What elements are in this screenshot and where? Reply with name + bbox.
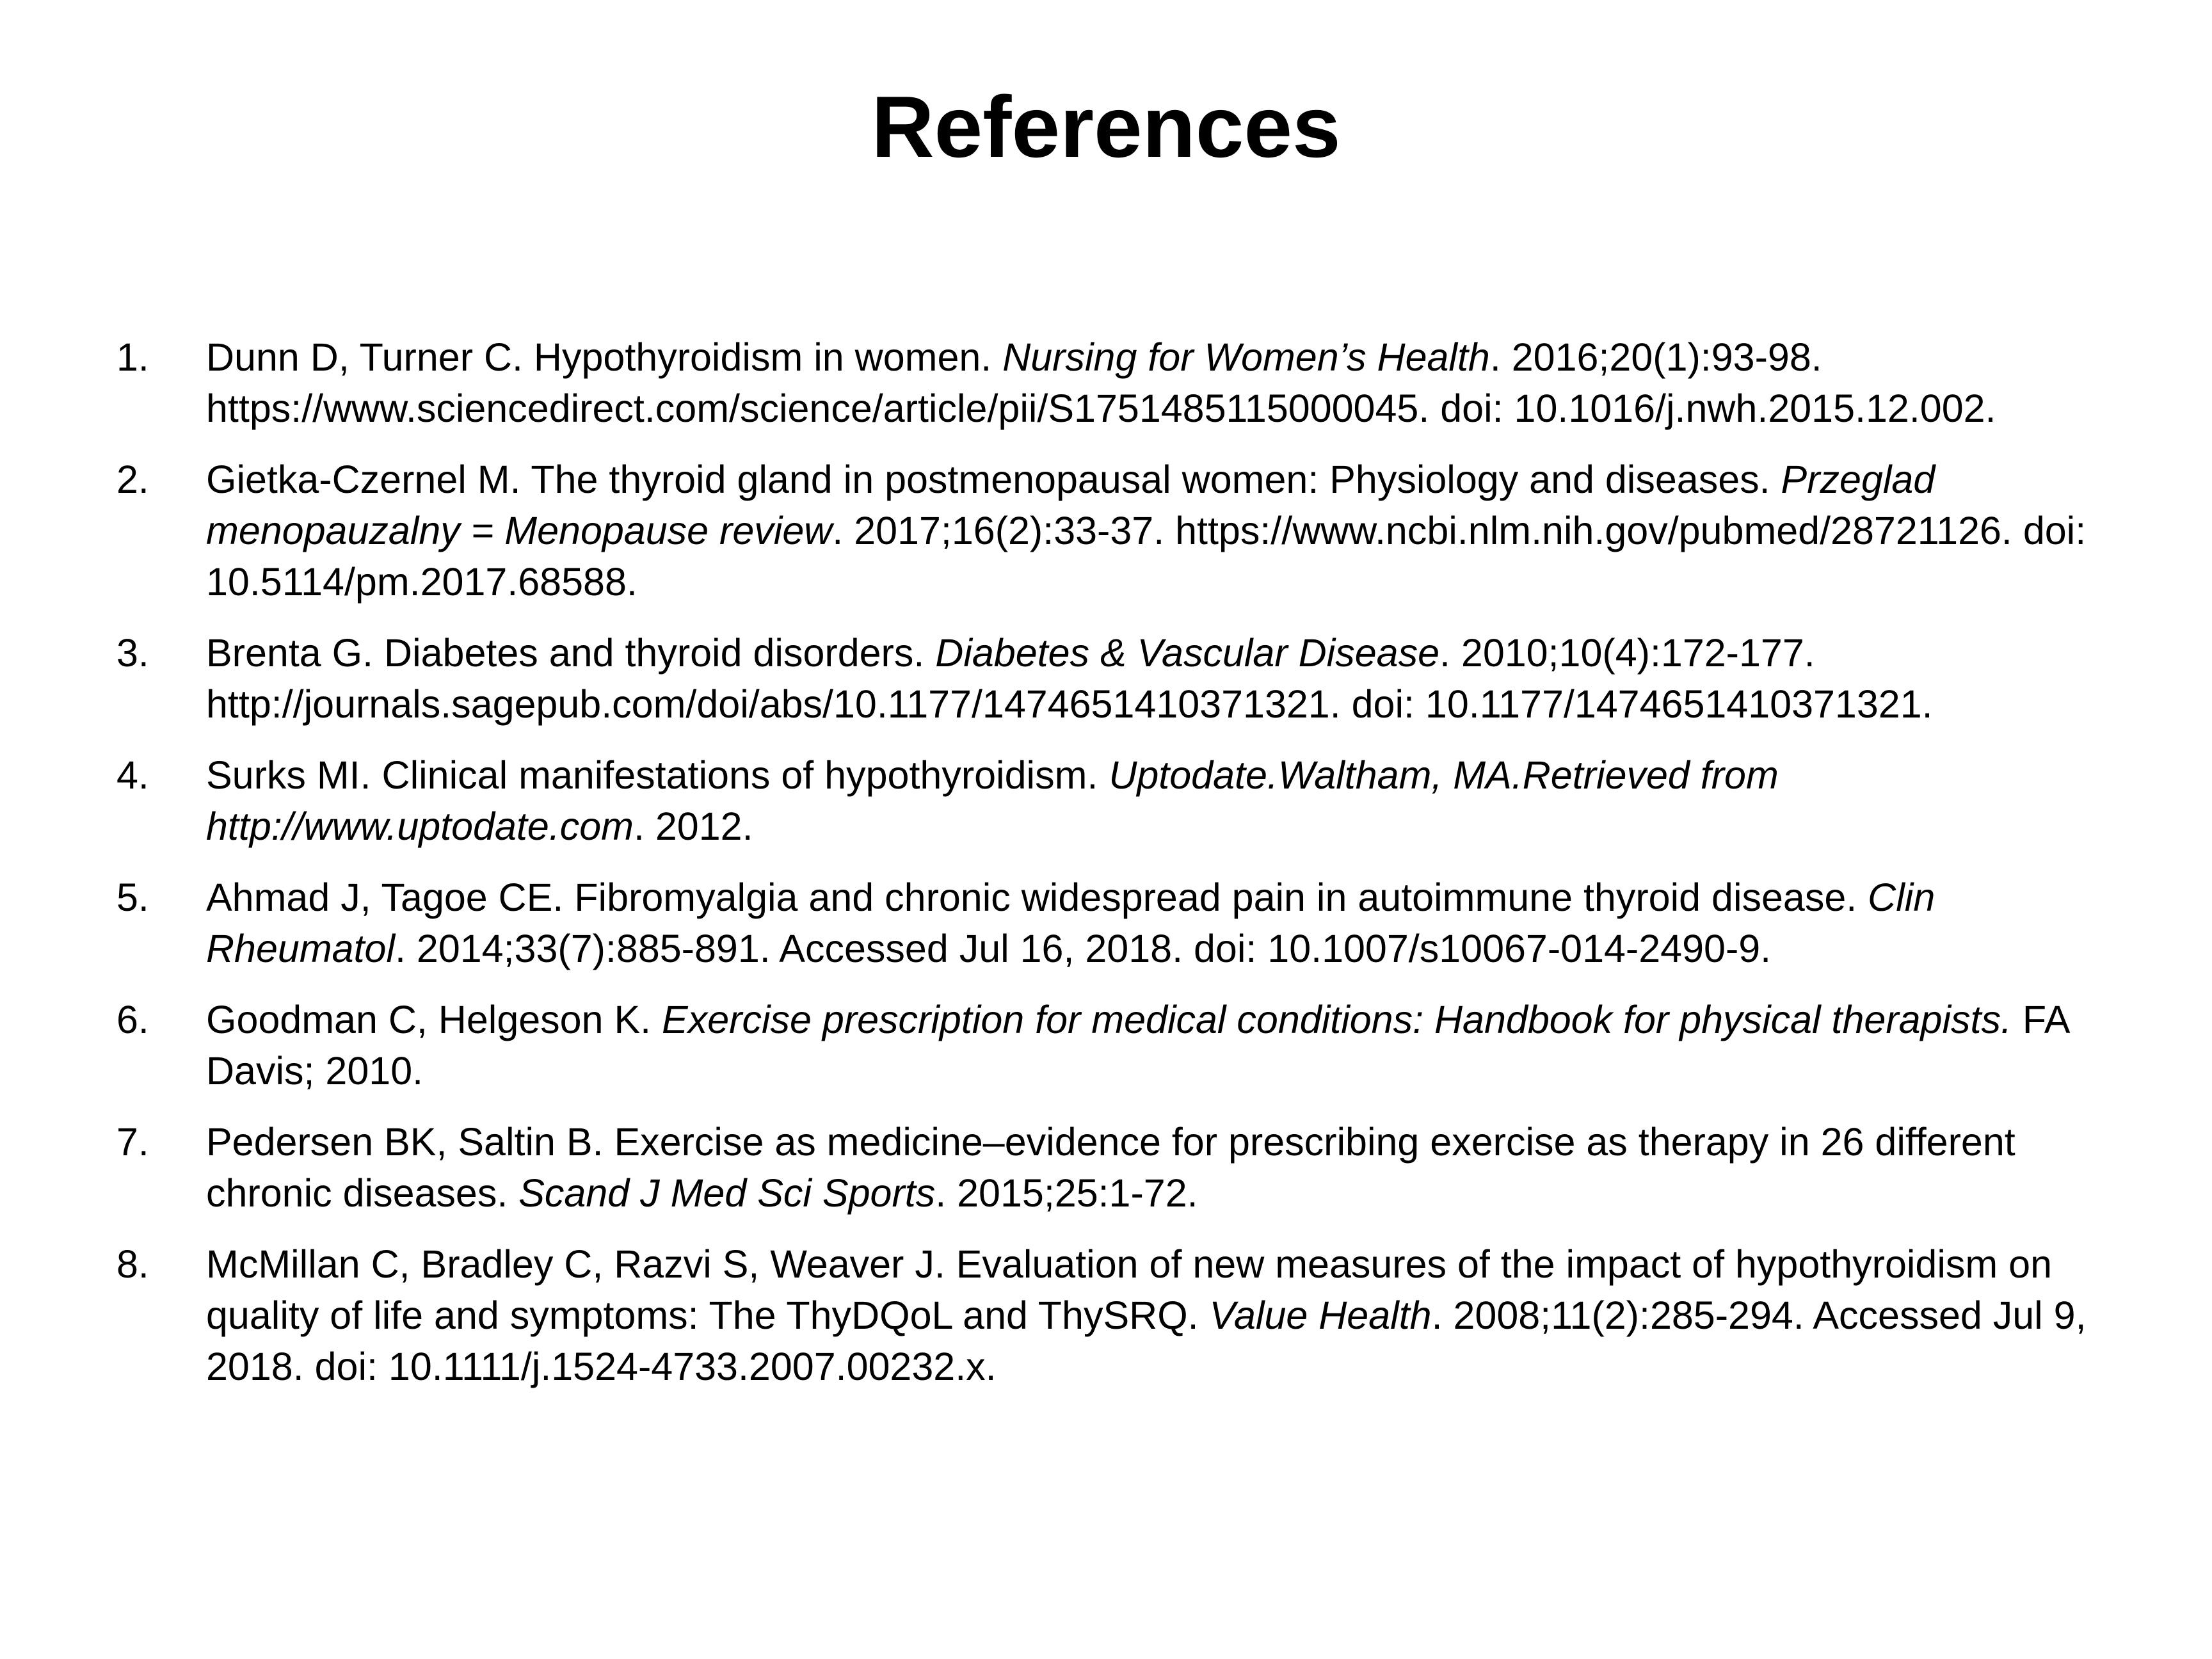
reference-number: 6. bbox=[116, 998, 149, 1041]
reference-number: 7. bbox=[116, 1120, 149, 1164]
reference-authors-title: Dunn D, Turner C. Hypothyroidism in women. bbox=[206, 335, 1003, 379]
reference-text bbox=[206, 631, 1933, 726]
reference-item bbox=[116, 1116, 2107, 1219]
reference-details: . 2012. bbox=[633, 805, 753, 848]
reference-authors-title: McMillan C, Bradley C, Razvi S, Weaver J. Evaluation of new measures of the impact of hypothyroidism on quality of life and symptoms: The ThyDQoL and ThySRQ. bbox=[206, 1242, 2053, 1337]
reference-text bbox=[206, 1120, 2016, 1215]
reference-number: 3. bbox=[116, 631, 149, 675]
reference-number: 8. bbox=[116, 1242, 149, 1286]
reference-journal: Przeglad menopauzalny = Menopause review bbox=[206, 458, 1936, 552]
reference-number: 2. bbox=[116, 458, 149, 501]
reference-details: . 2017;16(2):33-37. https://www.ncbi.nlm.nih.gov/pubmed/28721126. doi: 10.5114/pm.2017.68588. bbox=[206, 509, 2087, 604]
reference-details: . 2016;20(1):93-98. https://www.sciencedirect.com/science/article/pii/S1751485115000045. doi: 10.1016/j.nwh.2015.12.002. bbox=[206, 335, 1996, 430]
reference-authors-title: Pedersen BK, Saltin B. Exercise as medicine–evidence for prescribing exercise as therapy in 26 different chronic diseases. bbox=[206, 1120, 2016, 1215]
reference-item bbox=[116, 872, 2107, 974]
reference-item bbox=[116, 1238, 2107, 1392]
reference-text bbox=[206, 876, 1935, 970]
reference-details: . 2010;10(4):172-177. http://journals.sagepub.com/doi/abs/10.1177/1474651410371321. doi: 10.1177/1474651410371321. bbox=[206, 631, 1933, 726]
reference-item bbox=[116, 454, 2107, 607]
page-title: References bbox=[871, 78, 1341, 175]
reference-details: FA Davis; 2010. bbox=[206, 998, 2069, 1093]
reference-authors-title: Surks MI. Clinical manifestations of hypothyroidism. bbox=[206, 753, 1109, 797]
reference-details: . 2008;11(2):285-294. Accessed Jul 9, 2018. doi: 10.1111/j.1524-4733.2007.00232.x. bbox=[206, 1294, 2087, 1388]
reference-authors-title: Brenta G. Diabetes and thyroid disorders. bbox=[206, 631, 936, 675]
reference-details: . 2015;25:1-72. bbox=[935, 1171, 1198, 1215]
reference-text bbox=[206, 335, 1996, 430]
reference-details: . 2014;33(7):885-891. Accessed Jul 16, 2018. doi: 10.1007/s10067-014-2490-9. bbox=[395, 927, 1772, 970]
reference-item bbox=[116, 627, 2107, 730]
reference-text bbox=[206, 998, 2068, 1093]
reference-journal: Uptodate.Waltham, MA.Retrieved from http://www.uptodate.com bbox=[206, 753, 1779, 848]
reference-journal: Diabetes & Vascular Disease bbox=[935, 631, 1439, 675]
reference-authors-title: Goodman C, Helgeson K. bbox=[206, 998, 662, 1041]
reference-item bbox=[116, 749, 2107, 852]
reference-number: 5. bbox=[116, 876, 149, 919]
reference-journal: Clin Rheumatol bbox=[206, 876, 1936, 970]
reference-text bbox=[206, 1242, 2087, 1388]
reference-item bbox=[116, 994, 2107, 1096]
reference-authors-title: Ahmad J, Tagoe CE. Fibromyalgia and chronic widespread pain in autoimmune thyroid disease. bbox=[206, 876, 1868, 919]
reference-journal: Nursing for Women’s Health bbox=[1002, 335, 1490, 379]
reference-journal: Value Health bbox=[1209, 1294, 1432, 1337]
reference-journal: Exercise prescription for medical conditions: Handbook for physical therapists. bbox=[662, 998, 2012, 1041]
reference-list bbox=[116, 332, 2107, 1412]
reference-item bbox=[116, 332, 2107, 434]
reference-journal: Scand J Med Sci Sports bbox=[518, 1171, 936, 1215]
reference-authors-title: Gietka-Czernel M. The thyroid gland in postmenopausal women: Physiology and diseases. bbox=[206, 458, 1781, 501]
reference-text bbox=[206, 458, 2086, 604]
reference-text bbox=[206, 753, 1779, 848]
reference-number: 4. bbox=[116, 753, 149, 797]
reference-number: 1. bbox=[116, 335, 149, 379]
